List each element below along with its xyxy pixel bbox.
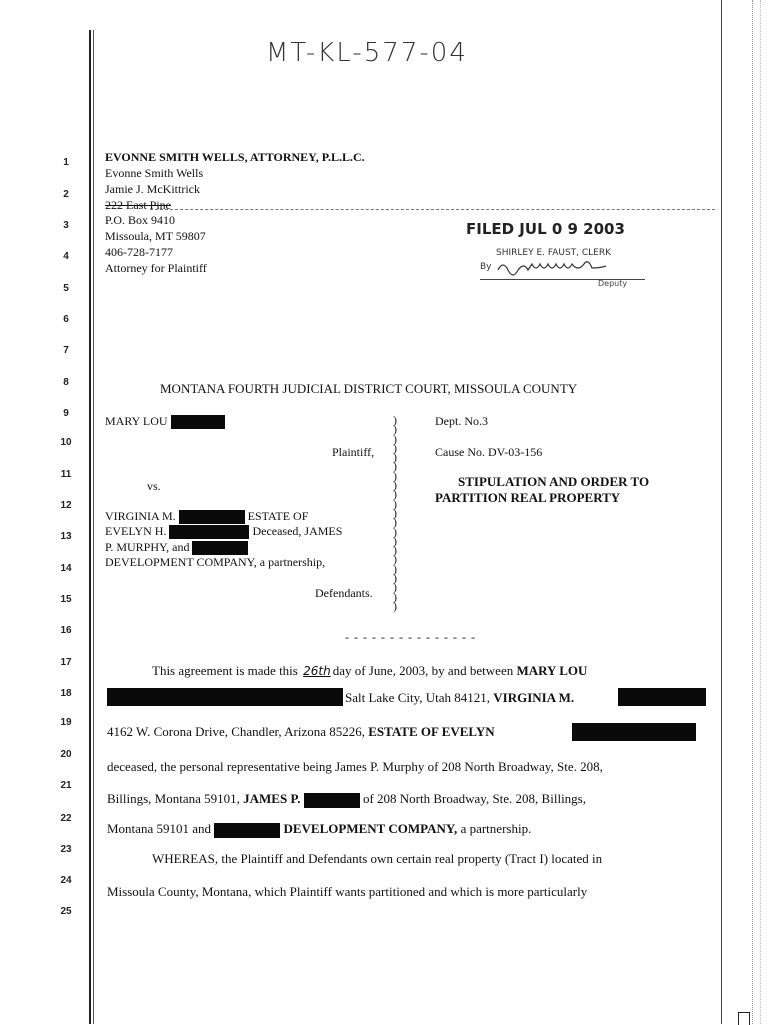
line-number: 18 [60,688,72,699]
line-number: 3 [63,220,69,231]
cause-number: Cause No. DV-03-156 [435,445,543,459]
caption-divider-brackets: ) ) ) ) ) ) ) ) ) ) ) ) ) ) ) ) ) ) ) ) ) [393,413,397,613]
line-number: 7 [63,345,69,356]
redaction [171,415,225,429]
by-label: By [480,262,492,272]
attorney-role: Attorney for Plaintiff [105,261,207,275]
handwritten-docket-number: MT-KL-577-04 [266,38,468,68]
plaintiff-role: Plaintiff, [332,445,375,459]
attorney-city: Missoula, MT 59807 [105,229,206,243]
right-edge-dotted-line-2 [760,0,761,1024]
plaintiff-name: MARY LOU [105,414,225,429]
right-edge-dotted-line [752,0,753,1024]
attorney-name-2: Jamie J. McKittrick [105,182,200,196]
defendant-line-3: P. MURPHY, and [105,540,248,555]
redaction [107,688,343,706]
line-number: 21 [60,780,72,791]
defendant-line-1: VIRGINIA M. ESTATE OF [105,509,309,523]
attorney-firm: EVONNE SMITH WELLS, ATTORNEY, P.L.L.C. [105,150,365,164]
line-number: 20 [60,749,72,760]
line-number: 1 [63,157,69,168]
line-number: 4 [63,251,69,262]
line-number: 14 [60,563,72,574]
left-margin-rule [89,30,91,1024]
line-number: 22 [60,813,72,824]
body-line-24: Missoula County, Montana, which Plaintiff wants partitioned and which is more particularly [107,884,588,899]
document-title-line-2: PARTITION REAL PROPERTY [435,490,621,505]
court-heading: MONTANA FOURTH JUDICIAL DISTRICT COURT, MISSOULA COUNTY [160,381,578,396]
body-line-23: WHEREAS, the Plaintiff and Defendants own certain real property (Tract I) located in [152,851,603,866]
line-number: 15 [60,594,72,605]
defendant-role: Defendants. [315,586,373,600]
redaction [618,688,706,706]
line-number: 6 [63,314,69,325]
body-line-20: deceased, the personal representative being James P. Murphy of 208 North Broadway, Ste. 208, [107,759,603,774]
line-number: 24 [60,875,72,886]
redaction [214,823,280,838]
line-number: 25 [60,906,72,917]
redaction [179,510,245,524]
document-title-line-1: STIPULATION AND ORDER TO [458,474,650,489]
stamp-top-rule [150,209,715,210]
line-number: 16 [60,625,72,636]
redaction [572,723,696,741]
line-number: 8 [63,377,69,388]
line-number: 9 [63,408,69,419]
line-number: 11 [60,469,72,480]
body-line-21: Billings, Montana 59101, JAMES P. of 208 North Broadway, Ste. 208, Billings, [107,791,586,806]
body-line-18: Salt Lake City, Utah 84121, VIRGINIA M. [345,690,575,705]
redaction [304,793,360,808]
line-number: 10 [60,437,72,448]
attorney-name-1: Evonne Smith Wells [105,166,204,180]
line-number: 13 [60,531,72,542]
line-number: 23 [60,844,72,855]
attorney-street: 222 East Pine [105,198,171,212]
defendant-line-4: DEVELOPMENT COMPANY, a partnership, [105,555,326,569]
body-line-19: 4162 W. Corona Drive, Chandler, Arizona 85226, ESTATE OF EVELYN [107,724,495,739]
left-margin-rule-inner [93,30,94,1024]
handwritten-day: 26th [303,664,331,678]
line-number: 5 [63,283,69,294]
attorney-phone: 406-728-7177 [105,245,173,259]
redaction [169,525,249,539]
clerk-signature [496,258,626,276]
section-divider: - - - - - - - - - - - - - - - [345,630,476,644]
body-line-17: This agreement is made this 26th day of June, 2003, by and between MARY LOU [152,663,588,678]
line-number: 2 [63,189,69,200]
corner-mark [738,1012,750,1025]
redaction [192,541,248,555]
right-margin-rule [721,0,722,1024]
defendant-line-2: EVELYN H. Deceased, JAMES [105,524,343,538]
deputy-label: Deputy [598,279,628,288]
line-number: 12 [60,500,72,511]
body-line-22: Montana 59101 and DEVELOPMENT COMPANY, a partnership. [107,821,532,836]
attorney-pobox: P.O. Box 9410 [105,213,176,227]
filed-stamp: FILED JUL 0 9 2003 [466,220,625,238]
clerk-name: SHIRLEY E. FAUST, CLERK [496,248,612,258]
versus: vs. [147,479,161,493]
dept-number: Dept. No.3 [435,414,488,428]
line-number: 17 [60,657,72,668]
line-number: 19 [60,717,72,728]
